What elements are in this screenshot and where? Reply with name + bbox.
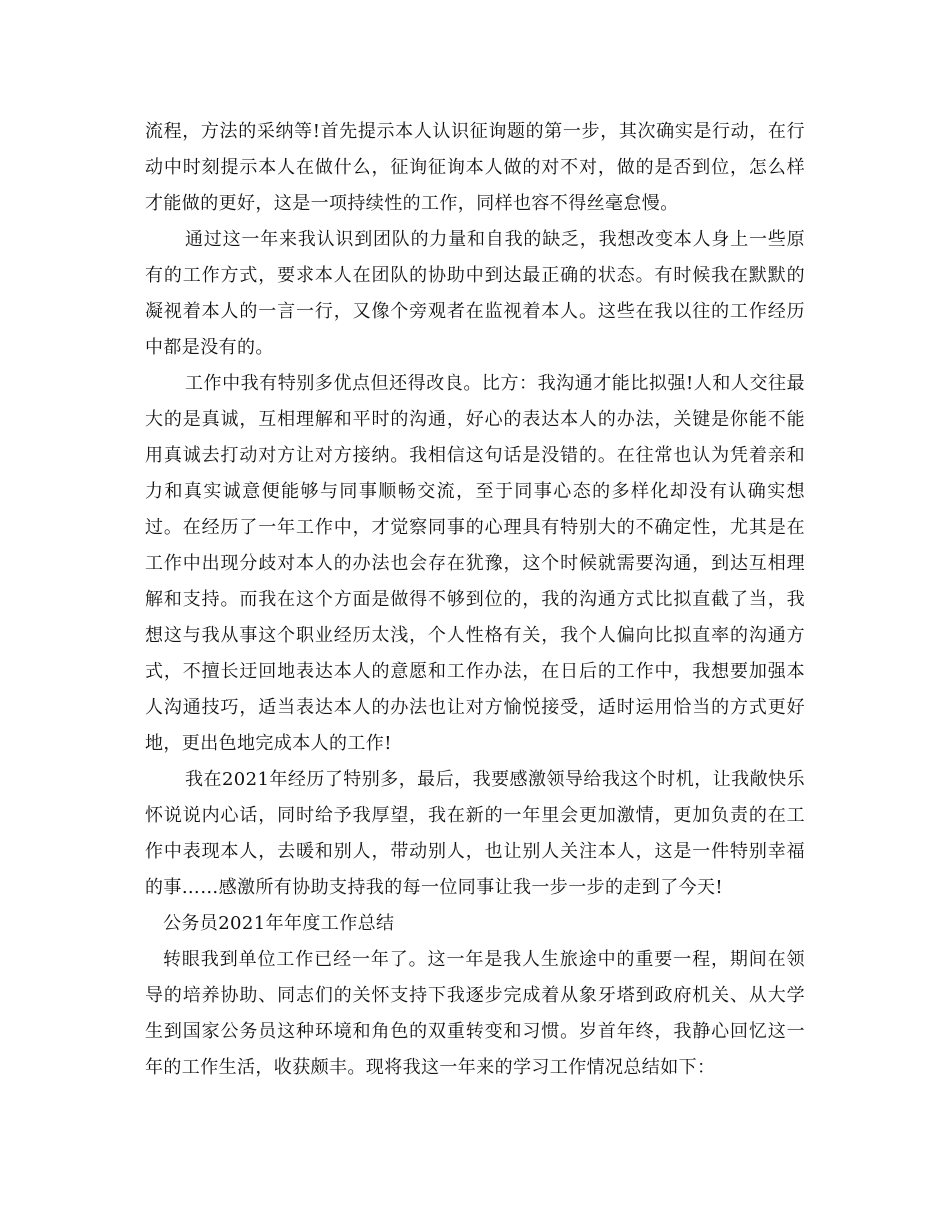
section-heading: 公务员2021年年度工作总结 bbox=[163, 913, 395, 934]
paragraph-1: 流程，方法的采纳等!首先提示本人认识征询题的第一步，其次确实是行动，在行动中时刻提示本人在做什么，征询征询本人做的对不对，做的是否到位，怎么样才能做的更好，这是一项持续性的工作，同样也容不得丝毫怠慢。 bbox=[145, 121, 805, 214]
paragraph-4: 我在2021年经历了特别多，最后，我要感激领导给我这个时机，让我敞快乐怀说说内心话，同时给予我厚望，我在新的一年里会更加激情，更加负责的在工作中表现本人，去暖和别人，带动别人，也让别人关注本人，这是一件特别幸福的事……感激所有协助支持我的每一位同事让我一步一步的走到了今天! bbox=[145, 769, 805, 898]
document-body bbox=[145, 114, 805, 1086]
paragraph-5: 转眼我到单位工作已经一年了。这一年是我人生旅途中的重要一程，期间在领导的培养协助、同志们的关怀支持下我逐步完成着从象牙塔到政府机关、从大学生到国家公务员这种环境和角色的双重转变和习惯。岁首年终，我静心回忆这一年的工作生活，收获颇丰。现将我这一年来的学习工作情况总结如下： bbox=[145, 949, 805, 1078]
paragraph-3: 工作中我有特别多优点但还得改良。比方：我沟通才能比拟强!人和人交往最大的是真诚，互相理解和平时的沟通，好心的表达本人的办法，关键是你能不能用真诚去打动对方让对方接纳。我相信这句话是没错的。在往常也认为凭着亲和力和真实诚意便能够与同事顺畅交流，至于同事心态的多样化却没有认确实想过。在经历了一年工作中，才觉察同事的心理具有特别大的不确定性，尤其是在工作中出现分歧对本人的办法也会存在犹豫，这个时候就需要沟通，到达互相理解和支持。而我在这个方面是做得不够到位的，我的沟通方式比拟直截了当，我想这与我从事这个职业经历太浅，个人性格有关，我个人偏向比拟直率的沟通方式，不擅长迂回地表达本人的意愿和工作办法，在日后的工作中，我想要加强本人沟通技巧，适当表达本人的办法也让对方愉悦接受，适时运用恰当的方式更好地，更出色地完成本人的工作! bbox=[145, 373, 805, 754]
paragraph-2: 通过这一年来我认识到团队的力量和自我的缺乏，我想改变本人身上一些原有的工作方式，要求本人在团队的协助中到达最正确的状态。有时候我在默默的凝视着本人的一言一行，又像个旁观者在监视着本人。这些在我以往的工作经历中都是没有的。 bbox=[145, 229, 805, 358]
